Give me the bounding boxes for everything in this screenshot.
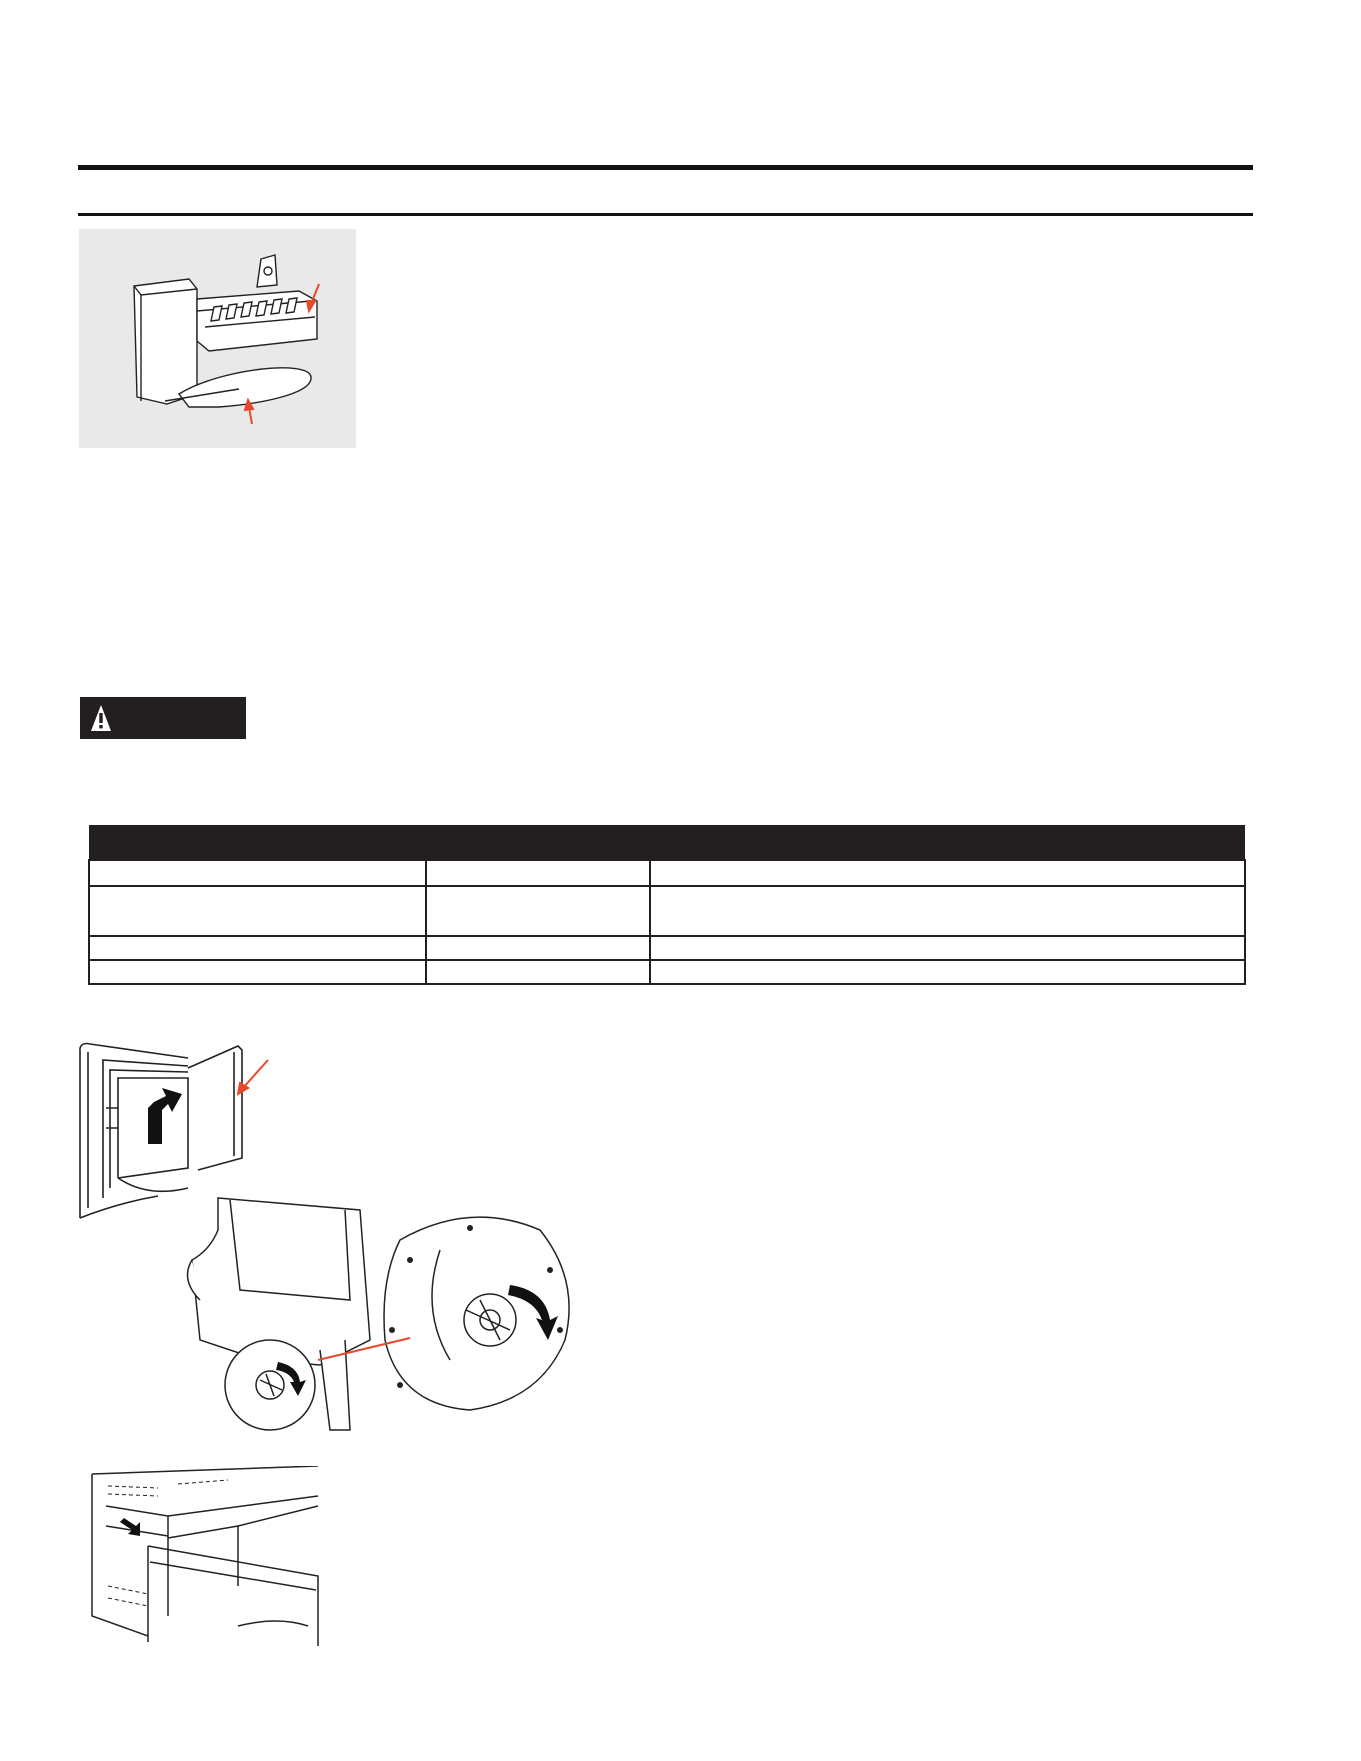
table-header-cell [426, 825, 650, 860]
table-cell [89, 886, 426, 936]
section-rule-bottom [78, 213, 1253, 216]
table-cell [650, 860, 1245, 886]
table-header-cell [650, 825, 1245, 860]
table-cell [89, 960, 426, 984]
table-cell [650, 960, 1245, 984]
warning-triangle-icon [90, 704, 112, 732]
table-cell [426, 886, 650, 936]
table-cell [650, 936, 1245, 960]
bucket-auger-illustration [170, 1190, 585, 1440]
warning-badge [80, 697, 246, 739]
table-row [89, 936, 1245, 960]
table-header-cell [89, 825, 426, 860]
table-cell [426, 936, 650, 960]
freezer-drawer-figure [88, 1466, 328, 1646]
table-cell [426, 860, 650, 886]
table-row [89, 860, 1245, 886]
table-cell [89, 936, 426, 960]
icemaker-figure [79, 229, 356, 448]
spec-table [88, 825, 1246, 985]
section-rule-top [78, 165, 1253, 170]
table-header-row [89, 825, 1245, 860]
table-cell [426, 960, 650, 984]
bucket-auger-figure [170, 1190, 585, 1440]
table-cell [89, 860, 426, 886]
icemaker-illustration [79, 229, 356, 448]
table-row [89, 886, 1245, 936]
freezer-drawer-illustration [88, 1466, 328, 1646]
table-cell [650, 886, 1245, 936]
table-row [89, 960, 1245, 984]
